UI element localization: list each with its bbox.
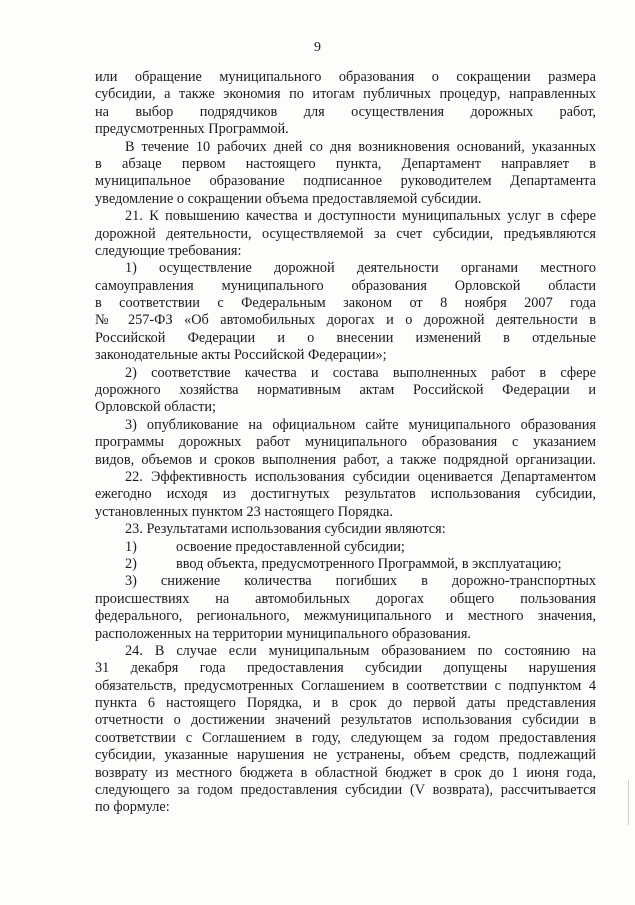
text-line: 22. Эффективность использования субсидии оценивается Департаментом (125, 468, 596, 485)
text-line: В течение 10 рабочих дней со дня возникновения оснований, указанных (125, 138, 596, 155)
text-line: 21. К повышению качества и доступности муниципальных услуг в сфере (125, 208, 596, 225)
text-line: или обращение муниципального образования о сокращении размера (95, 69, 596, 85)
text-line: по формуле: (95, 799, 170, 816)
text-line: следующего за годом предоставления субсидии (V возврата), рассчитывается (95, 782, 596, 799)
text-line: субсидии, а также экономия по итогам публичных процедур, направленных (95, 86, 596, 103)
text-line: законодательные акты Российской Федерации»; (95, 347, 387, 364)
text-line: в соответствии с Федеральным законом от 8 ноября 2007 года (95, 295, 596, 312)
text-line: самоуправления муниципального образования Орловской области (95, 277, 596, 294)
scan-margin-mark (628, 780, 629, 825)
text-line: уведомление о сокращении объема предоставляемой субсидии. (95, 190, 482, 207)
text-line: следующие требования: (95, 242, 242, 259)
list-text: ввод объекта, предусмотренного Программой, в эксплуатацию; (176, 555, 562, 572)
text-line: 24. В случае если муниципальным образованием по состоянию на (125, 642, 596, 659)
text-line (95, 556, 596, 573)
text-line: возврату из местного бюджета в областной бюджет в срок до 1 июня года, (95, 764, 596, 781)
text-line: дорожной деятельности, осуществляемой за счет субсидии, предъявляются (95, 225, 596, 242)
text-line: Российской Федерации и о внесении изменений в отдельные (95, 329, 596, 346)
text-line: на выбор подрядчиков для осуществления дорожных работ, (95, 103, 596, 120)
text-line: муниципальное образование подписанное руководителем Департамента (95, 173, 596, 190)
list-number: 1) (125, 538, 137, 555)
document-text (95, 69, 596, 817)
list-text: освоение предоставленной субсидии; (176, 538, 405, 555)
text-line: 3) опубликование на официальном сайте муниципального образования (125, 416, 596, 433)
list-number: 2) (125, 555, 137, 572)
text-line: расположенных на территории муниципального образования. (95, 625, 471, 642)
text-line: соответствии с Соглашением в году, следующем за годом предоставления (95, 729, 596, 746)
text-line: обязательств, предусмотренных Соглашением в соответствии с подпунктом 4 (95, 677, 596, 694)
text-line: предусмотренных Программой. (95, 121, 289, 138)
text-line: Орловской области; (95, 399, 216, 416)
text-line: программы дорожных работ муниципального образования с указанием (95, 434, 596, 451)
page-number: 9 (314, 40, 321, 55)
text-line: 2) соответствие качества и состава выполненных работ в сфере (125, 364, 596, 381)
text-line: в абзаце первом настоящего пункта, Департамент направляет в (95, 155, 596, 172)
text-line: видов, объемов и сроков выполнения работ, а также подрядной организации. (95, 451, 596, 468)
text-line: федерального, регионального, межмуниципального и местного значения, (95, 608, 596, 625)
text-line: 31 декабря года предоставления субсидии допущены нарушения (95, 660, 596, 677)
text-line: пункта 6 настоящего Порядка, и в срок до первой даты представления (95, 695, 596, 712)
text-line: 3) снижение количества погибших в дорожно-транспортных (125, 573, 596, 590)
text-line: установленных пунктом 23 настоящего Порядка. (95, 503, 393, 520)
text-line: дорожного хозяйства нормативным актам Российской Федерации и (95, 382, 596, 399)
text-line: № 257-ФЗ «Об автомобильных дорогах и о дорожной деятельности в (95, 312, 596, 329)
text-line: отчетности о достижении значений результатов использования субсидии в (95, 712, 596, 729)
text-line: субсидии, указанные нарушения не устранены, объем средств, подлежащий (95, 747, 596, 764)
text-line: 23. Результатами использования субсидии являются: (125, 521, 446, 538)
text-line: 1) осуществление дорожной деятельности органами местного (125, 260, 596, 277)
text-line (95, 539, 596, 556)
text-line: ежегодно исходя из достигнутых результатов использования субсидии, (95, 486, 596, 503)
text-line: происшествиях на автомобильных дорогах общего пользования (95, 590, 596, 607)
